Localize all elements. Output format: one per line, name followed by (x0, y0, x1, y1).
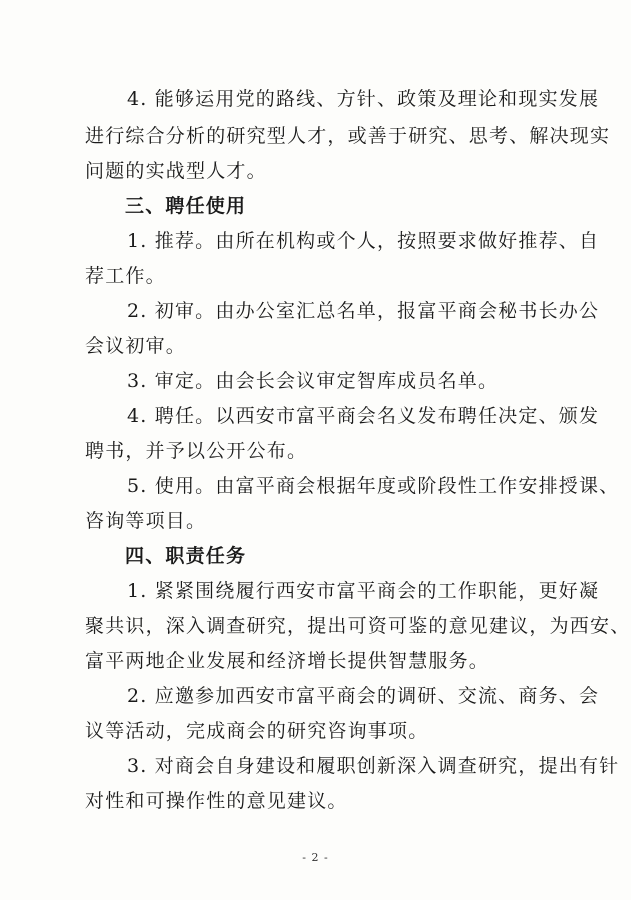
duty-1-line-2: 聚共识，深入调查研究，提出可资可鉴的意见建议，为西安、 (85, 615, 631, 637)
page-number: - 2 - (302, 851, 329, 864)
duty-1-line-3: 富平两地企业发展和经济增长提供智慧服务。 (85, 650, 490, 672)
item-recommend-line-2: 荐工作。 (85, 265, 166, 287)
duty-3-line-2: 对性和可操作性的意见建议。 (85, 790, 348, 812)
section-heading-duties: 四、职责任务 (125, 545, 247, 567)
item-4-talent-line-2: 进行综合分析的研究型人才，或善于研究、思考、解决现实 (85, 125, 611, 147)
duty-2-line-2: 议等活动，完成商会的研究咨询事项。 (85, 720, 429, 742)
item-usage-line-2: 咨询等项目。 (85, 510, 207, 532)
item-approval-line-1: 3. 审定。由会长会议审定智库成员名单。 (127, 370, 499, 392)
item-preliminary-review-line-2: 会议初审。 (85, 335, 187, 357)
item-usage-line-1: 5. 使用。由富平商会根据年度或阶段性工作安排授课、 (127, 475, 620, 497)
duty-3-line-1: 3. 对商会自身建设和履职创新深入调查研究，提出有针 (127, 755, 620, 777)
duty-1-line-1: 1. 紧紧围绕履行西安市富平商会的工作职能，更好凝 (127, 580, 600, 602)
duty-2-line-1: 2. 应邀参加西安市富平商会的调研、交流、商务、会 (127, 685, 600, 707)
item-appointment-line-2: 聘书，并予以公开公布。 (85, 440, 308, 462)
item-recommend-line-1: 1. 推荐。由所在机构或个人，按照要求做好推荐、自 (127, 230, 600, 252)
item-preliminary-review-line-1: 2. 初审。由办公室汇总名单，报富平商会秘书长办公 (127, 300, 600, 322)
item-4-talent-line-3: 问题的实战型人才。 (85, 160, 267, 182)
item-4-talent-line-1: 4. 能够运用党的路线、方针、政策及理论和现实发展 (127, 88, 600, 110)
item-appointment-line-1: 4. 聘任。以西安市富平商会名义发布聘任决定、颁发 (127, 405, 600, 427)
section-heading-appointment: 三、聘任使用 (125, 195, 247, 217)
